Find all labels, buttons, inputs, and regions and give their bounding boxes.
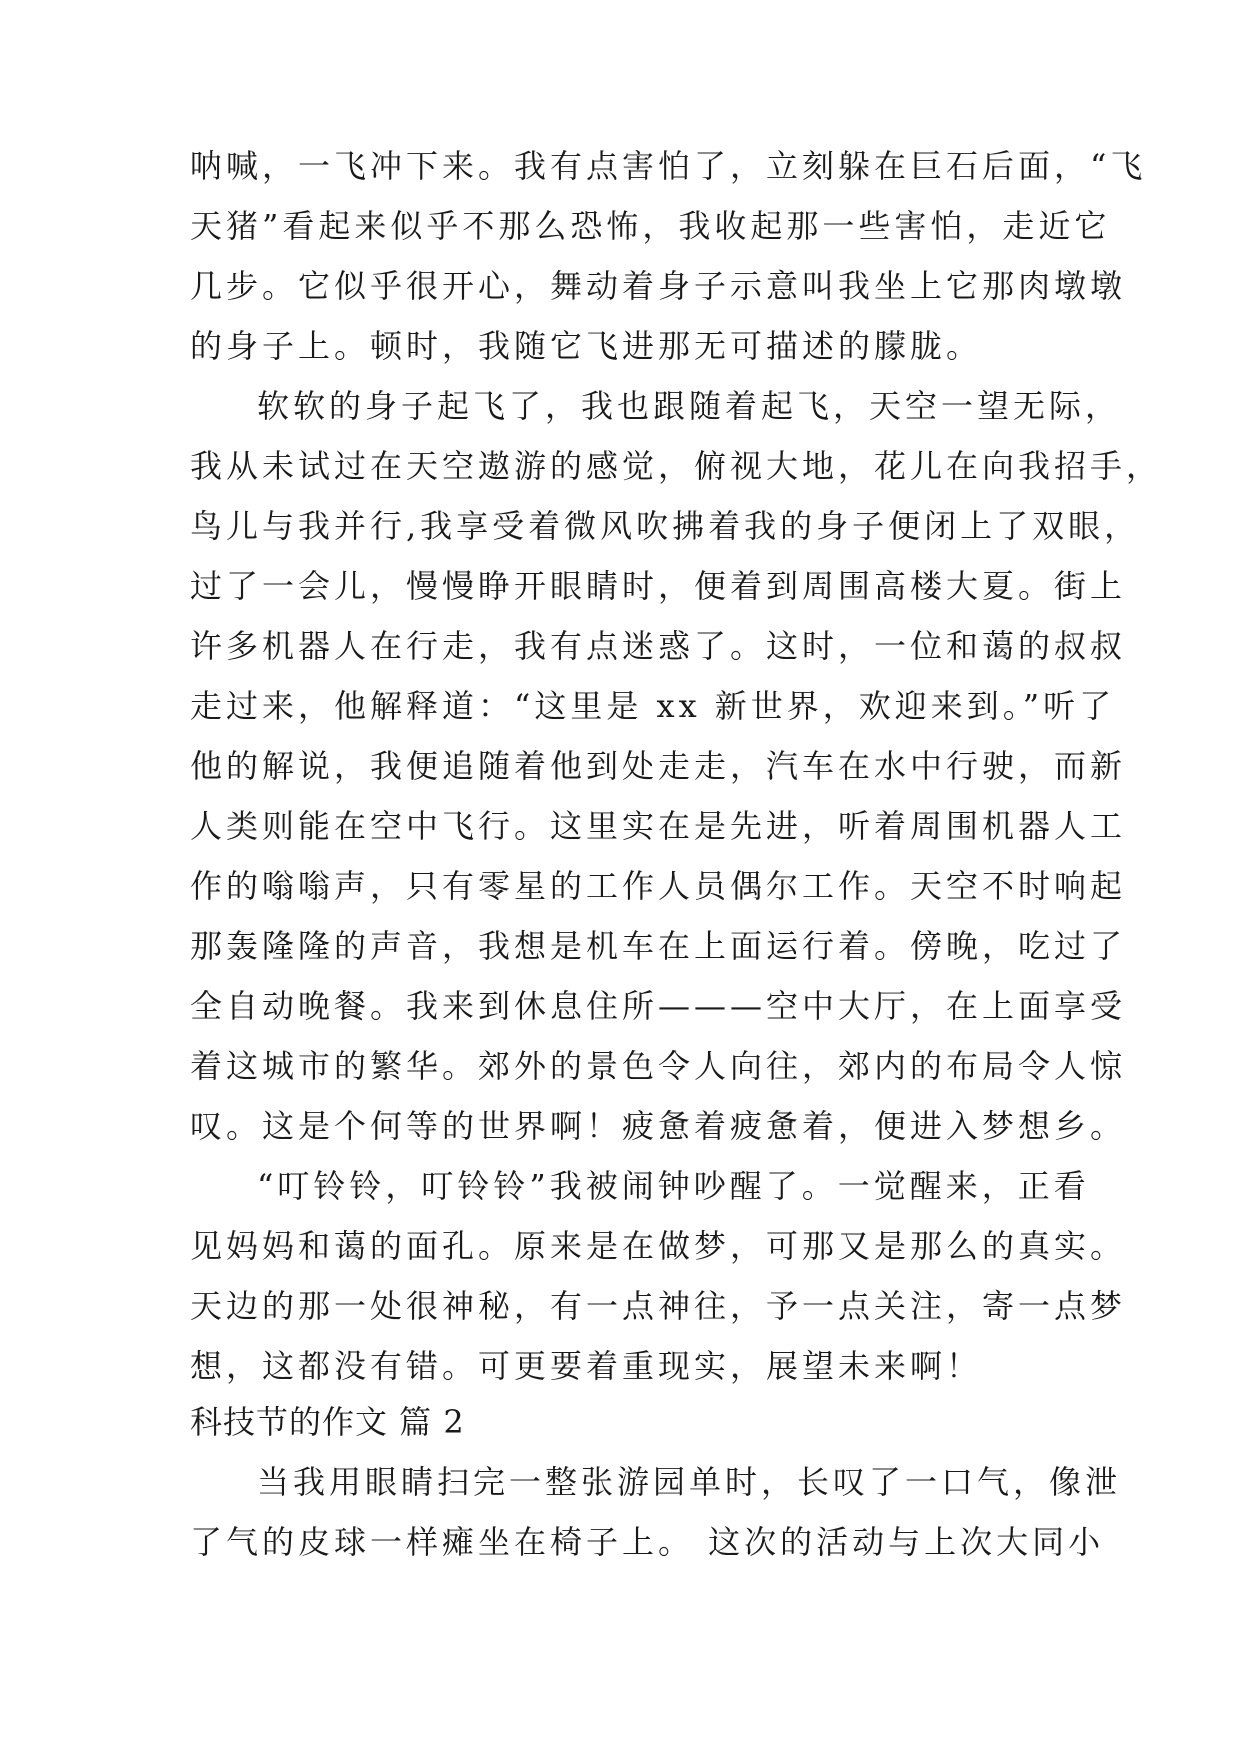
body-line: 几步。它似乎很开心，舞动着身子示意叫我坐上它那肉墩墩	[190, 267, 1127, 305]
body-line: 呐喊，一飞冲下来。我有点害怕了，立刻躲在巨石后面，“飞	[190, 147, 1147, 185]
body-line: 叹。这是个何等的世界啊！疲惫着疲惫着，便进入梦想乡。	[190, 1107, 1127, 1145]
body-line: 天猪”看起来似乎不那么恐怖，我收起那一些害怕，走近它	[190, 207, 1111, 245]
body-line: 作的嗡嗡声，只有零星的工作人员偶尔工作。天空不时响起	[190, 867, 1127, 905]
body-line: 的身子上。顿时，我随它飞进那无可描述的朦胧。	[190, 327, 983, 365]
body-line: 我从未试过在天空遨游的感觉，俯视大地，花儿在向我招手，	[190, 447, 1163, 485]
section-heading: 科技节的作文 篇 2	[190, 1403, 465, 1441]
paragraph-first-line: 软软的身子起飞了，我也跟随着起飞，天空一望无际，	[257, 387, 1122, 425]
body-line: 人类则能在空中飞行。这里实在是先进，听着周围机器人工	[190, 807, 1127, 845]
body-line: 他的解说，我便追随着他到处走走，汽车在水中行驶，而新	[190, 747, 1127, 785]
body-line: 全自动晚餐。我来到休息住所———空中大厅，在上面享受	[190, 987, 1127, 1025]
body-line: 过了一会儿，慢慢睁开眼睛时，便着到周围高楼大夏。街上	[190, 567, 1127, 605]
paragraph-first-line: “叮铃铃，叮铃铃”我被闹钟吵醒了。一觉醒来，正看	[257, 1167, 1090, 1205]
body-line: 许多机器人在行走，我有点迷惑了。这时，一位和蔼的叔叔	[190, 627, 1127, 665]
body-line: 走过来，他解释道：“这里是 xx 新世界，欢迎来到。”听了	[190, 687, 1116, 725]
body-line: 天边的那一处很神秘，有一点神往，予一点关注，寄一点梦	[190, 1287, 1127, 1325]
body-line: 见妈妈和蔼的面孔。原来是在做梦，可那又是那么的真实。	[190, 1227, 1127, 1265]
body-line: 想，这都没有错。可更要着重现实，展望未来啊！	[190, 1347, 983, 1385]
body-line: 着这城市的繁华。郊外的景色令人向往，郊内的布局令人惊	[190, 1047, 1127, 1085]
body-line: 了气的皮球一样瘫坐在椅子上。 这次的活动与上次大同小	[190, 1523, 1105, 1561]
paragraph-first-line: 当我用眼睛扫完一整张游园单时，长叹了一口气，像泄	[257, 1463, 1122, 1501]
body-line: 鸟儿与我并行,我享受着微风吹拂着我的身子便闭上了双眼，	[190, 507, 1141, 545]
body-line: 那轰隆隆的声音，我想是机车在上面运行着。傍晚，吃过了	[190, 927, 1127, 965]
